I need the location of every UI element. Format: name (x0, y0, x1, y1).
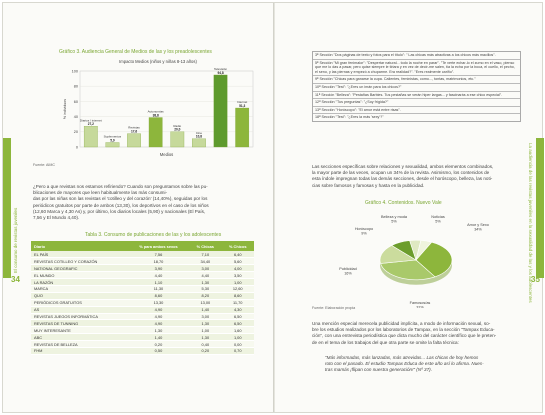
y-tick-label: 40 (73, 115, 78, 119)
bar-category-label: Diarios / internet (79, 118, 102, 123)
table-cell: 4,00 (221, 265, 254, 272)
y-tick-label: 20 (73, 130, 78, 135)
table-cell: LA RAZÓN (31, 279, 128, 286)
paragraph-line: de en el tema de los trabajos del que otra parte se omite la falta técnica: (312, 339, 459, 345)
table-cell: 1,30 (189, 279, 221, 286)
body-text-line: 7,56 y El Mundo 4,40). (33, 215, 80, 221)
table-cell: 3,90 (128, 265, 190, 272)
right-paragraph-1 (312, 164, 524, 189)
x-axis-label: Medios (159, 152, 174, 157)
right-paragraph-2 (312, 321, 524, 346)
body-text-line: blicaciones de mayores que leen habitualmente las más consumi- (33, 190, 168, 196)
body-text-line: ¿Pero a que revistas nos estamos refiriendo? Cuando son preguntamos sobre las pu- (33, 184, 208, 189)
table-cell: 1,00 (221, 334, 254, 341)
table-cell: MARCA (31, 285, 128, 292)
table-row (31, 251, 254, 258)
table-cell: 1,40 (128, 334, 190, 341)
table-cell: 3,00 (189, 265, 221, 272)
bar (84, 126, 97, 147)
table-row (31, 313, 254, 320)
table-cell: 7,56 (128, 251, 190, 258)
bar (235, 108, 248, 147)
table-cell: 1,00 (189, 327, 221, 334)
pie-slice-value: 16% (344, 271, 352, 276)
bar (106, 143, 119, 147)
pie-slice-label: Belleza y moda (381, 215, 407, 219)
table-row (31, 279, 254, 286)
table-cell: 0,00 (221, 341, 254, 348)
bar (192, 139, 205, 147)
y-tick-label: 0 (75, 145, 78, 150)
table-row (31, 320, 254, 327)
body-text-line: periódicos gratuitos por parte de ambos (13,30), los deportivos en el caso de los niños (33, 202, 209, 208)
paragraph-line: ción", con una entrevista periodística que dicta mucho del carácter científico que le preten- (312, 333, 497, 339)
table-row (31, 292, 254, 299)
table-row (31, 306, 254, 313)
table-row (31, 327, 254, 334)
figure1-title: Gráfico 3. Audiencia General de Medios de las y los preadolescentes (59, 49, 212, 55)
bar (214, 75, 227, 147)
table-header-cell: % Chicas (189, 241, 221, 251)
pie-slice-value: 5% (435, 219, 441, 224)
table-row (31, 341, 254, 348)
table-cell: QUO (31, 292, 128, 299)
bar-category-label: Radio (173, 123, 182, 128)
bar-value-label: 10,8 (195, 134, 203, 139)
table-cell: 11,70 (221, 299, 254, 306)
paragraph-line: bre los estudios realizados por los laboratorios de Tampax, en la sección "Tampax Educa- (312, 327, 495, 333)
figure2-title: Gráfico 4. Contenidos. Nuevo Vale (365, 200, 442, 206)
table-header-cell: % Chicos (221, 241, 254, 251)
publications-table (31, 241, 254, 355)
quote-row: 13ª Sección "Horóscopo": "El amor está entre risas". (313, 107, 520, 115)
left-side-text: El consumo de revistas juveniles (13, 207, 18, 273)
table-cell: REVISTAS DE BELLEZA (31, 341, 128, 348)
table-cell: REVISTAS COTILLEO Y CORAZÓN (31, 258, 128, 265)
table-cell: 4,40 (128, 272, 190, 279)
quote-row: 12ª Sección "Tus preguntas": "¿Soy frígida?" (313, 99, 520, 107)
table-row (31, 334, 254, 341)
bar-value-label: 51,3 (239, 103, 246, 108)
table-cell: MUY INTERESANTE (31, 327, 128, 334)
table-cell: 4,40 (189, 272, 221, 279)
bar-chart-svg (58, 59, 258, 159)
table-cell: 0,40 (189, 341, 221, 348)
table-cell: 13,30 (128, 299, 190, 306)
table-header-cell: Diario (31, 241, 128, 251)
y-axis-label: % individuos (63, 98, 67, 120)
pie-slice-label: Amor y Sexo (467, 223, 489, 227)
figure1-source: Fuente: AIMC (33, 163, 55, 167)
table-cell: 1,30 (128, 327, 190, 334)
pie-slice-value: 34% (474, 227, 482, 232)
table-cell: 0,50 (128, 347, 190, 354)
quote-row: 18ª Sección "Test": "¿Eres la más 'sexy'?" (315, 115, 384, 120)
table-cell: 1,60 (221, 327, 254, 334)
body-text-line: das por las niñas son las revistas el 'cotilleo y del corazón' (14,40%), seguidas por los (33, 196, 208, 202)
quote-row: 3ª Sección "Dos páginas de texto y fotos para el título": " Las chicas más atractivas a los chicos más macillos". (313, 52, 520, 60)
table-row (31, 265, 254, 272)
table-cell: 6,50 (221, 320, 254, 327)
y-tick-label: 80 (73, 84, 78, 89)
table-cell: 1,10 (128, 279, 190, 286)
pie-slice-label: Famosos/as (409, 301, 431, 305)
bar-category-label: Cine (195, 130, 203, 135)
quote-line: tras mamás ¡flipan con nuestra generación!" (Nº 37). (325, 367, 432, 373)
bar-value-label: 17,6 (130, 129, 138, 134)
table-cell: 3,50 (221, 272, 254, 279)
bar-category-label: Internet (237, 100, 248, 105)
table-row (31, 272, 254, 279)
table-cell: 3,00 (189, 313, 221, 320)
book-spread (2, 2, 543, 413)
table-cell: 13,00 (189, 299, 221, 306)
left-body-text (33, 184, 255, 221)
table-cell: 0,20 (189, 347, 221, 354)
table-cell: 7,10 (189, 251, 221, 258)
bar (171, 132, 184, 147)
table-cell: 5,60 (221, 258, 254, 265)
table-cell: 6,50 (221, 313, 254, 320)
bar-category-label: Suplementos (103, 134, 122, 139)
table-cell: 1,30 (189, 320, 221, 327)
table-cell: 5,30 (189, 285, 221, 292)
paragraph-line: esta índole impregnan todas las demás secciones, desde el horóscopo, belleza, las noti- (312, 176, 493, 182)
bar-value-label: 20,0 (174, 127, 181, 132)
y-tick-label: 100 (71, 69, 78, 74)
right-side-tab (536, 138, 544, 278)
table-cell: 1,00 (221, 279, 254, 286)
table-cell: 8,60 (128, 292, 190, 299)
pie-slice-label: Horóscopo (354, 227, 374, 231)
table-cell: 12,60 (221, 285, 254, 292)
quotes-table (312, 51, 521, 122)
table-cell: 8,20 (189, 292, 221, 299)
table-cell: EL PAÍS (31, 251, 128, 258)
paragraph-line: Una mención especial merecela publicidad implícita, a modo de información sexual, so- (312, 321, 491, 326)
table-cell: 8,60 (221, 292, 254, 299)
bar-value-label: 5,9 (110, 138, 115, 143)
bar-value-label: 94,8 (217, 70, 224, 75)
table-cell: 4,90 (128, 320, 190, 327)
bar (149, 118, 162, 147)
table-cell: 6,40 (221, 251, 254, 258)
quote-row: 10ª Sección "Test": "¿Eres un imán para los chicos?" (313, 84, 520, 92)
pie-slice-value: 31% (416, 305, 424, 308)
table-row (31, 347, 254, 354)
paragraph-line: cias sobre famosos y famosas y hasta en la publicidad. (312, 182, 425, 188)
quote-row: 5ª Sección "Mi gran fenimalor": "Despertar natural... todo la noche en parar". "Te verte echar-lo el zumo en el vaso, pienso que me lo das a pasar, pero quise siempre le tiriara y en vez de decir-me salen, tía la echa por la boca, el cuello, el pecho, el seno, y las piernas y empezó a chuparme. Era realidad?". "Eres realmente cariño". (313, 60, 520, 77)
pie-slice-label: Publicidad (339, 267, 357, 271)
table-cell: 11,30 (128, 285, 190, 292)
body-text-line: (12,60 Marca y 4,30 As) y, por último, los diarios locales (5,90) y nacionales (El País, (33, 208, 206, 214)
chart-title: Impacto Medios (niños y niñas 8-13 años) (119, 59, 197, 64)
table-cell: 4,90 (128, 313, 190, 320)
table-cell: FHM (31, 347, 128, 354)
table-cell: 1,40 (189, 306, 221, 313)
table-cell: 34,40 (189, 258, 221, 265)
bar-category-label: Televisión (213, 66, 228, 71)
bar (127, 134, 140, 147)
figure2-source: Fuente: Elaboración propia (312, 306, 356, 310)
table-cell: REVISTAS JUEGOS INFORMÁTICA (31, 313, 128, 320)
quote-row: 9ª Sección "Chicas para ganarse la cupa. Calientes, feministas, como..., tontas, matrimonios, etc." (313, 76, 520, 84)
table-cell: 0,20 (128, 341, 190, 348)
table-header-row (31, 241, 254, 251)
paragraph-line: Las secciones específicas sobre relaciones y sexualidad, ambos elementos combinados, (312, 164, 494, 169)
paragraph-line: la mayor parte de las veces, ocupan un 34% de la revista. Asimismo, los contenidos de (312, 170, 490, 176)
quote-line: "Más informadas, más lanzadas, más atrevidas... Las chicas de hoy hemos (325, 355, 479, 360)
table-cell: 1,30 (189, 334, 221, 341)
table-cell: 4,90 (128, 306, 190, 313)
table-row (31, 258, 254, 265)
table-cell: PERIÓDICOS GRATUITOS (31, 299, 128, 306)
table-title: Tabla 3. Consumo de publicaciones de las y los adolescentes (85, 232, 222, 238)
left-page-number: 34 (11, 275, 20, 284)
table-cell: REVISTAS DE TUNNING (31, 320, 128, 327)
table-cell: AS (31, 306, 128, 313)
bar-category-label: Revistas (128, 125, 140, 130)
left-side-tab (3, 138, 11, 278)
table-row (31, 299, 254, 306)
bar-value-label: 27,2 (87, 122, 94, 127)
table-cell: NATIONAL GEOGRAFIC (31, 265, 128, 272)
table-cell: 18,70 (128, 258, 190, 265)
table-cell: EL MUNDO (31, 272, 128, 279)
right-quote (325, 355, 521, 374)
table-cell: 4,30 (221, 306, 254, 313)
table-cell: 0,70 (221, 347, 254, 354)
quote-row: 11ª Sección "Belleza": "Pestañas Barbies. Tus pestañas se verán hiper largas... y fascinarás a ese chico especial". (313, 92, 520, 100)
table-row (31, 285, 254, 292)
book-gutter (273, 3, 275, 412)
pie-slice-value: 5% (391, 219, 397, 224)
y-tick-label: 60 (73, 99, 78, 104)
right-page-number: 35 (531, 275, 540, 284)
pie-chart-svg (312, 208, 521, 308)
right-side-text: La audiencia de las revistas juveniles en la sexualidad de las y los adolescentes (528, 143, 533, 303)
bar-category-label: Autonomías (147, 109, 164, 114)
bar-value-label: 38,8 (152, 113, 159, 118)
media-impact-chart (58, 59, 258, 159)
table-body (31, 251, 254, 354)
pie-slice-label: Noticias (431, 215, 445, 219)
table-cell: ABC (31, 334, 128, 341)
contents-pie-chart (312, 208, 521, 308)
quote-line: roto con el pasado. El estudio Tampax Educa de este año así lo afirma. Nues- (325, 361, 484, 367)
pie-slice-value: 9% (361, 231, 367, 236)
table-header-cell: % para ambos sexos (128, 241, 190, 251)
